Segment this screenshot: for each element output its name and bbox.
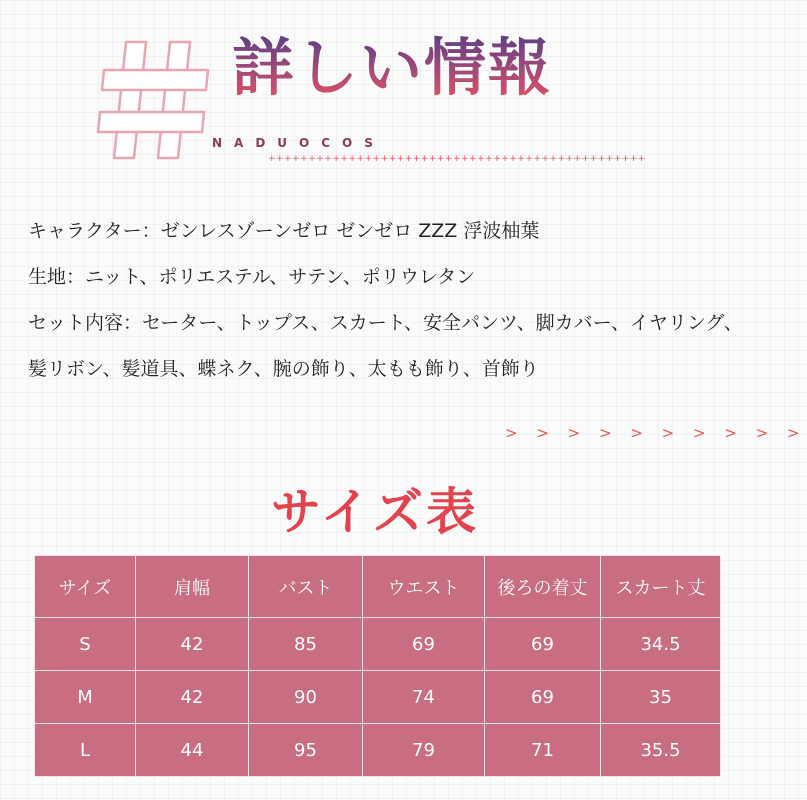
table-cell: 95 [249, 724, 363, 777]
table-cell: 35.5 [601, 724, 721, 777]
header-bust: バスト [249, 556, 363, 618]
brand-name: NADUOCOS [212, 136, 385, 150]
table-cell: L [35, 724, 136, 777]
character-line: キャラクター：ゼンレスゾーンゼロ ゼンゼロ ZZZ 浮波柚葉 [28, 220, 540, 242]
set-contents-line-continued: 髪リボン、髪道具、蝶ネク、腕の飾り、太もも飾り、首飾り [28, 358, 539, 380]
table-cell: 90 [249, 671, 363, 724]
header-size: サイズ [35, 556, 136, 618]
table-cell: 85 [249, 618, 363, 671]
table-cell: S [35, 618, 136, 671]
header-skirt-length: スカート丈 [601, 556, 721, 618]
set-contents-line: セット内容：セーター、トップス、スカート、安全パンツ、脚カバー、イヤリング、 [28, 312, 743, 334]
fabric-line: 生地：ニット、ポリエステル、サテン、ポリウレタン [28, 266, 476, 288]
table-row [35, 618, 721, 671]
header-shoulder: 肩幅 [136, 556, 249, 618]
table-row [35, 671, 721, 724]
header-banner [0, 0, 750, 180]
size-chart-title: サイズ表 [271, 483, 479, 541]
header-waist: ウエスト [363, 556, 485, 618]
size-table [34, 555, 721, 777]
table-cell: 69 [363, 618, 485, 671]
page-title: 詳しい情報 [232, 31, 553, 104]
table-cell: 69 [485, 671, 601, 724]
table-cell: 42 [136, 618, 249, 671]
product-info [28, 208, 743, 392]
header-back-length: 後ろの着丈 [485, 556, 601, 618]
table-cell: 71 [485, 724, 601, 777]
table-cell: 69 [485, 618, 601, 671]
arrow-divider: > > > > > > > > > > [505, 424, 807, 442]
plus-divider: +++++++++++++++++++++++++++++++++++++++++++++++ [268, 154, 646, 164]
table-cell: 74 [363, 671, 485, 724]
table-cell: 44 [136, 724, 249, 777]
table-row [35, 724, 721, 777]
table-cell: 34.5 [601, 618, 721, 671]
table-cell: 79 [363, 724, 485, 777]
table-cell: 35 [601, 671, 721, 724]
hash-icon [98, 36, 214, 164]
table-cell: 42 [136, 671, 249, 724]
table-cell: M [35, 671, 136, 724]
table-header-row [35, 556, 721, 618]
